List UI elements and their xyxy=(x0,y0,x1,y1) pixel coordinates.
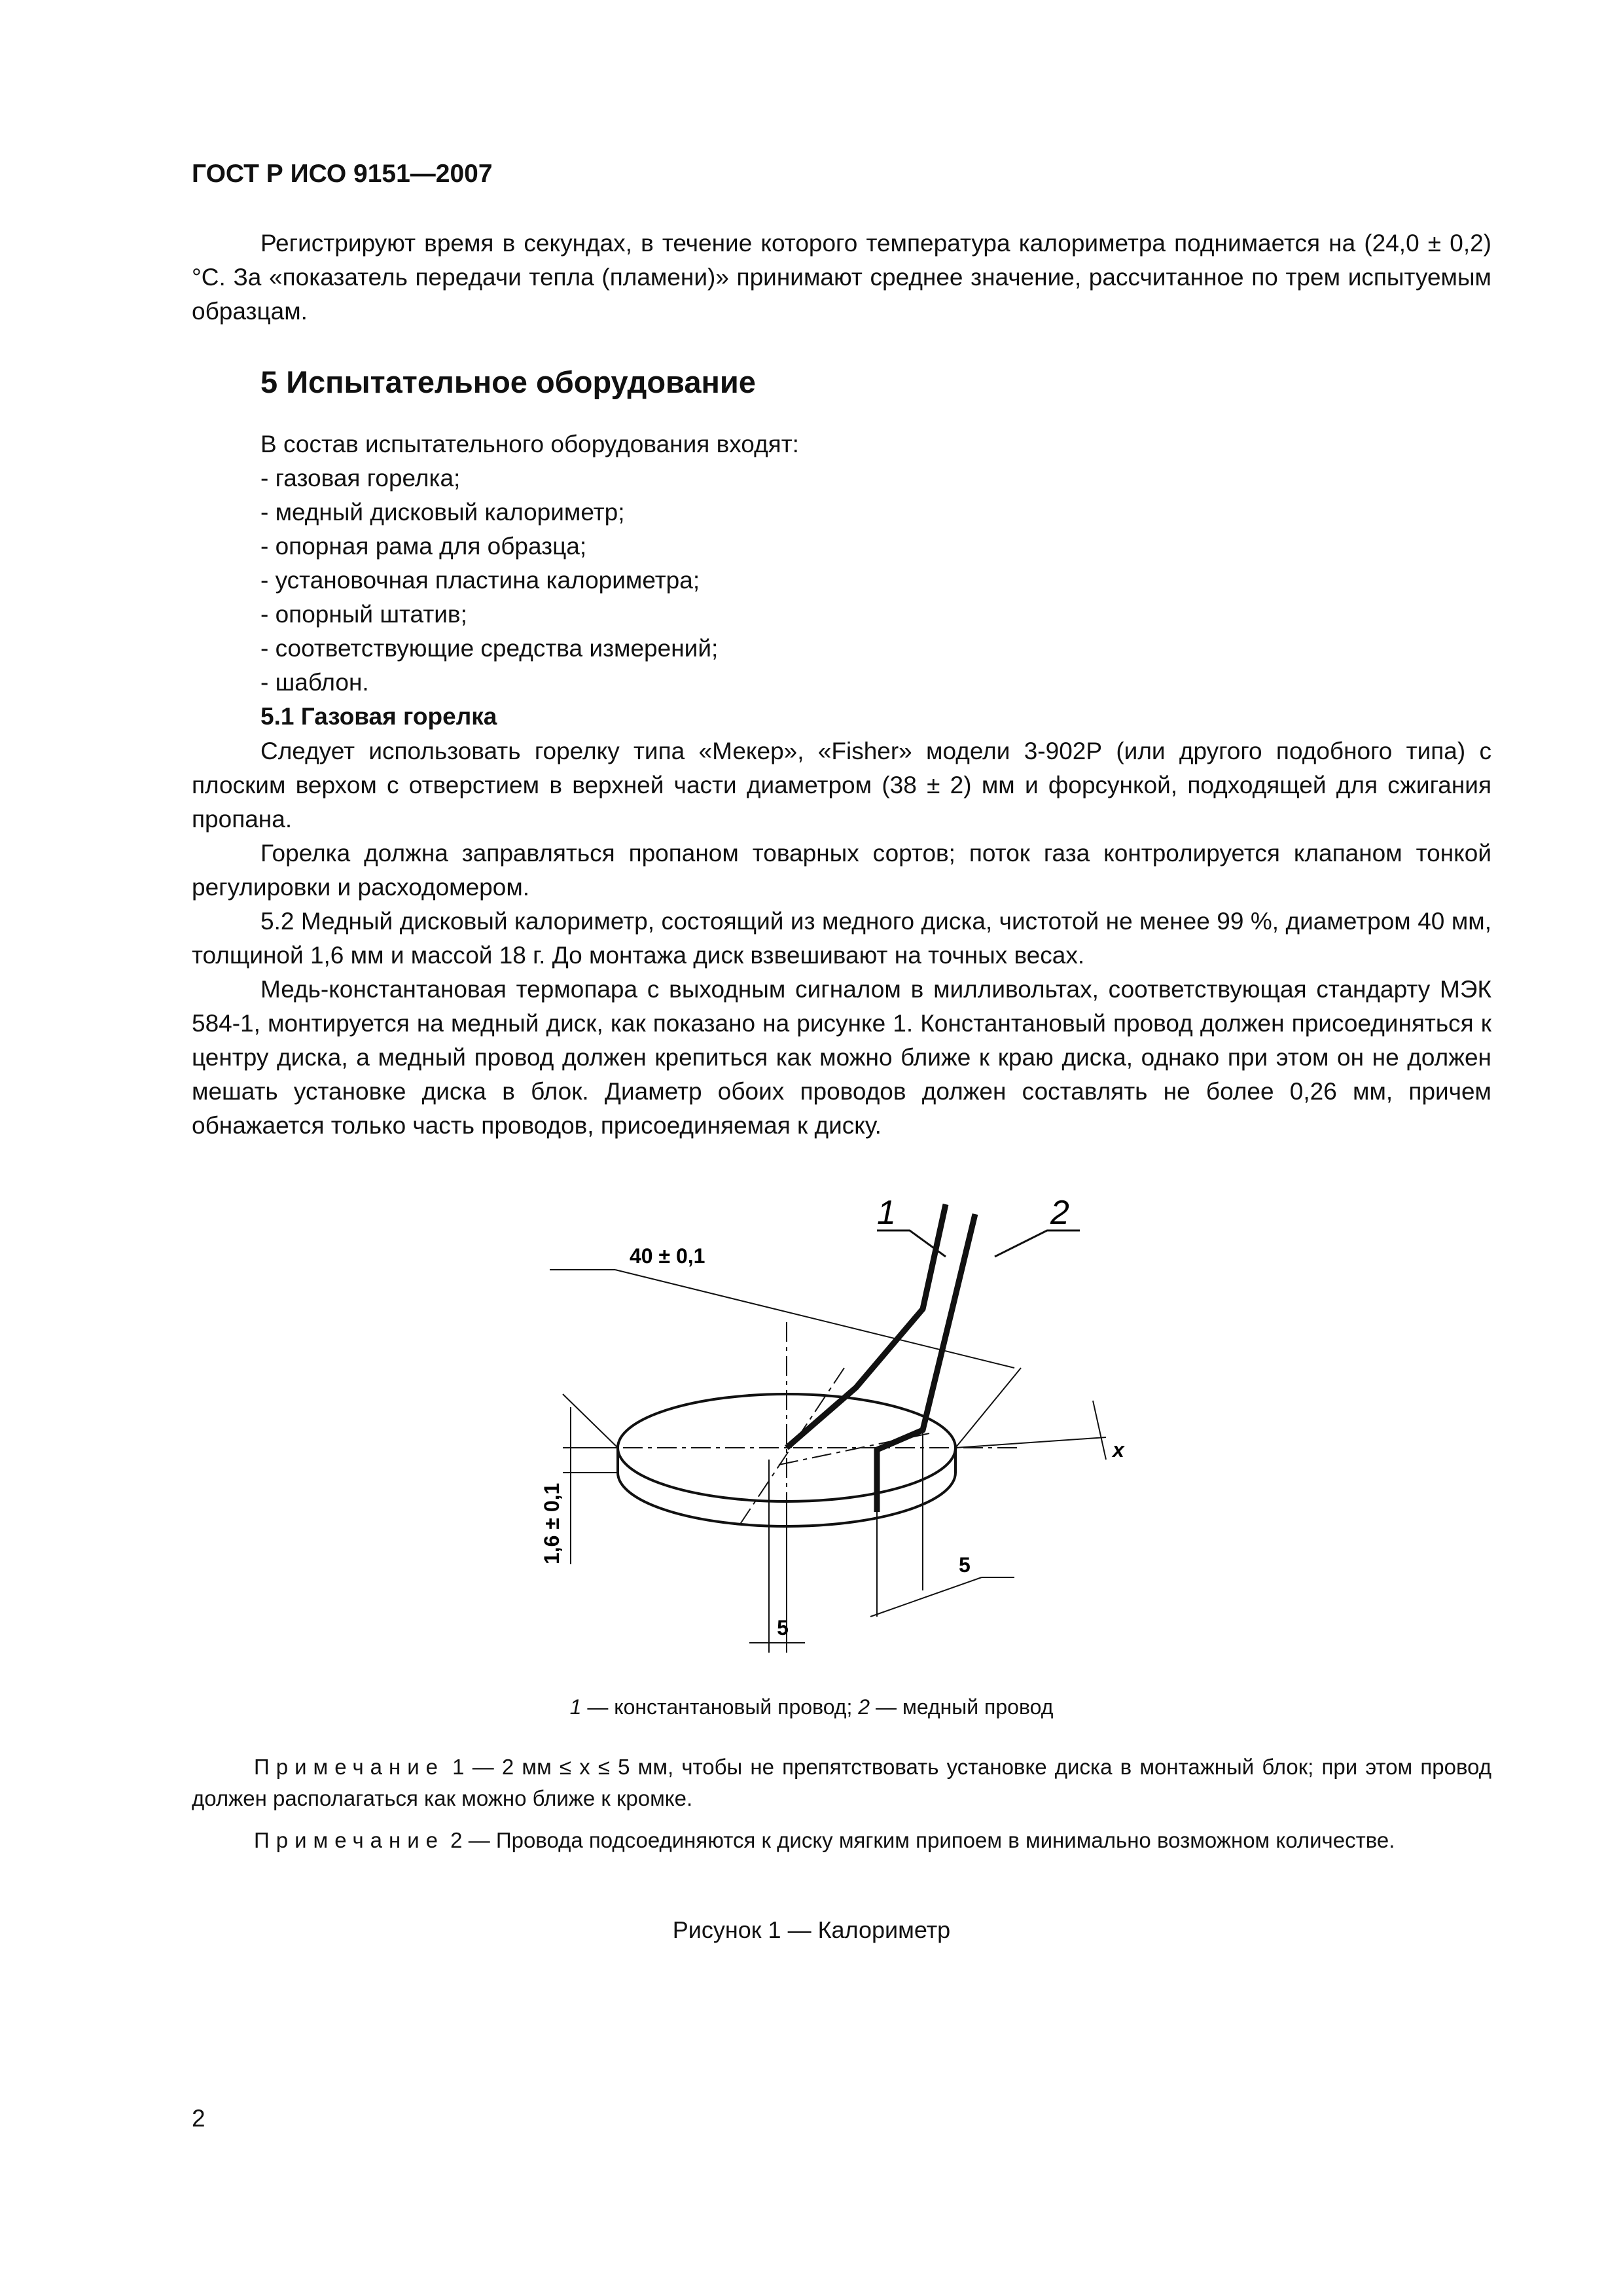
list-item: - медный дисковый калориметр; xyxy=(260,499,625,526)
dim5-bottom-value: 5 xyxy=(777,1616,789,1640)
paragraph-calorimeter: 5.2 Медный дисковый калориметр, состоящий из медного диска, чистотой не менее 99 %, диаметром 40 мм, толщиной 1,6 мм и массой 18 г. До монтажа диск взвешивают на точных весах. xyxy=(192,908,1491,969)
list-item: - газовая горелка; xyxy=(260,465,461,492)
list-item: - опорная рама для образца; xyxy=(260,533,587,560)
dim-extension-right xyxy=(955,1368,1021,1448)
paragraph-thermocouple: Медь-константановая термопара с выходным сигналом в милливольтах, соответствующая стандарту МЭК 584-1, монтируется на медный диск, как показано на рисунке 1. Константановый провод должен присоединяться к центру диска, а медный провод должен крепиться как можно ближе к краю диска, однако при этом он не должен мешать установке диска в блок. Диаметр обоих проводов должен составлять не более 0,26 мм, причем обнажается только часть проводов, присоединяемая к диску. xyxy=(192,976,1491,1139)
note-2-text: 2 — Провода подсоединяются к диску мягким припоем в минимально возможном количестве. xyxy=(444,1828,1395,1852)
section-title: 5 Испытательное оборудование xyxy=(260,365,756,399)
note-1 xyxy=(192,1751,1491,1814)
diameter-dimension-line xyxy=(615,1270,1014,1368)
figure-title: Рисунок 1 — Калориметр xyxy=(672,1916,951,1943)
legend-num-1: 1 xyxy=(569,1695,582,1719)
paragraph-burner: Следует использовать горелку типа «Мекер», «Fisher» модели 3-902Р (или другого подобного типа) с плоским верхом с отверстием в верхней части диаметром (38 ± 2) мм и форсункой, подходящей для сжигания пропана. xyxy=(192,738,1491,833)
intro-paragraph: Регистрируют время в секундах, в течение которого температура калориметра поднимается на (24,0 ± 0,2) °С. За «показатель передачи тепла (пламени)» принимают среднее значение, рассчитанное по трем испытуемым образцам. xyxy=(192,230,1491,325)
leader-2 xyxy=(995,1230,1080,1257)
note-1-text: 1 — 2 мм ≤ x ≤ 5 мм, чтобы не препятствовать установке диска в монтажный блок; при этом провод должен располагаться как можно ближе к кромке. xyxy=(192,1755,1491,1810)
page-number: 2 xyxy=(192,2105,205,2132)
dim5-right-value: 5 xyxy=(959,1553,971,1577)
note-1-label: Примечание xyxy=(254,1755,445,1779)
intro-paragraph-block xyxy=(192,226,1491,329)
x-extension xyxy=(955,1437,1106,1448)
copper-wire xyxy=(877,1214,975,1512)
subsection-title: 5.1 Газовая горелка xyxy=(260,703,497,730)
note-2 xyxy=(192,1825,1491,1856)
list-item: - установочная пластина калориметра; xyxy=(260,567,700,594)
list-item: - соответствующие средства измерений; xyxy=(260,635,719,662)
thickness-value: 1,6 ± 0,1 xyxy=(540,1482,563,1564)
section-paragraphs xyxy=(192,734,1491,1143)
legend-text-1: — константановый провод; xyxy=(581,1695,859,1719)
list-lead: В состав испытательного оборудования входят: xyxy=(260,431,799,457)
list-item: - опорный штатив; xyxy=(260,601,467,628)
x-dimension-line xyxy=(1093,1401,1106,1460)
note-2-label: Примечание xyxy=(254,1828,445,1852)
legend-text-2: — медный провод xyxy=(870,1695,1054,1719)
dim5-right-line xyxy=(870,1577,982,1617)
standard-header: ГОСТ Р ИСО 9151—2007 xyxy=(192,160,493,188)
legend-num-2: 2 xyxy=(858,1695,870,1719)
x-dimension-label: x xyxy=(1113,1438,1124,1462)
calorimeter-figure xyxy=(524,1172,1178,1669)
label-2: 2 xyxy=(1050,1194,1069,1232)
label-1: 1 xyxy=(877,1194,896,1232)
equipment-list xyxy=(260,427,799,734)
list-item: - шаблон. xyxy=(260,669,369,696)
figure-legend xyxy=(0,1695,1623,1719)
constantan-wire xyxy=(787,1204,946,1448)
paragraph-propane: Горелка должна заправляться пропаном товарных сортов; поток газа контролируется клапаном тонкой регулировки и расходомером. xyxy=(192,840,1491,901)
diameter-value: 40 ± 0,1 xyxy=(630,1244,705,1268)
